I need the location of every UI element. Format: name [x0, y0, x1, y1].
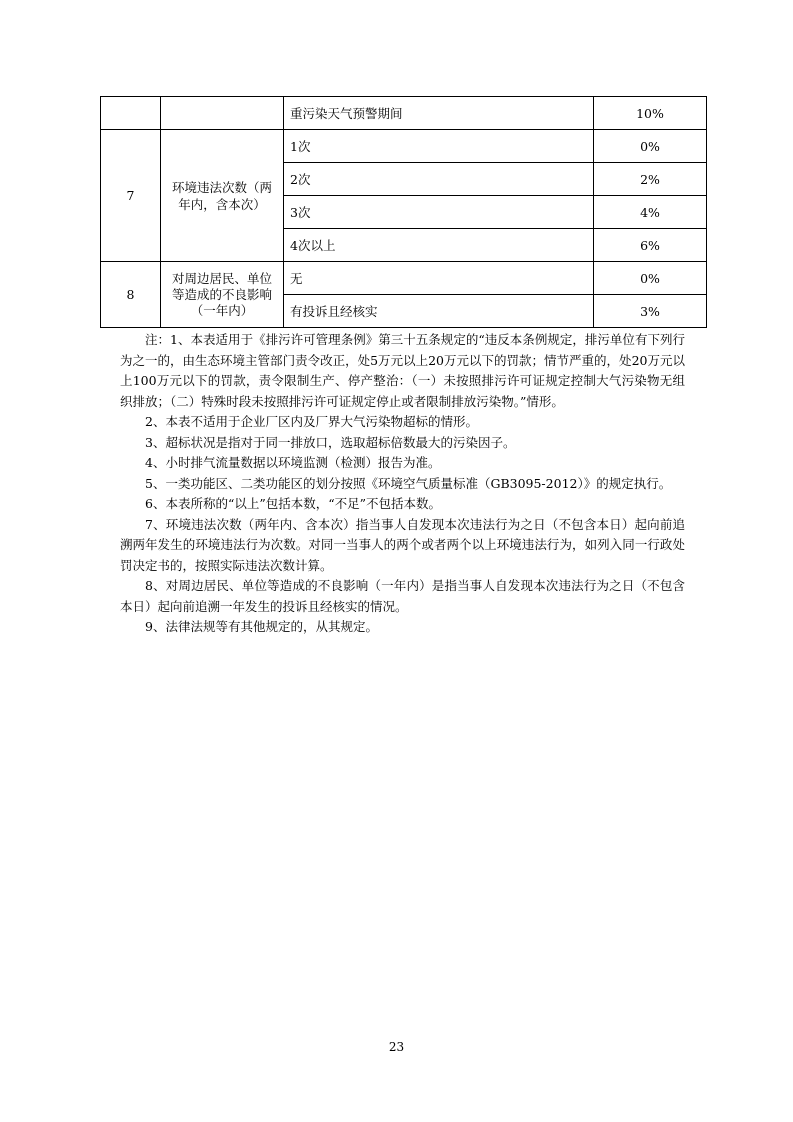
notes-section — [120, 330, 685, 638]
note-paragraph: 3、超标状况是指对于同一排放口，选取超标倍数最大的污染因子。 — [145, 434, 516, 450]
note-paragraph: 7、环境违法次数（两年内、含本次）指当事人自发现本次违法行为之日（不包含本日）起向前追溯两年发生的环境违法行为次数。对同一当事人的两个或者两个以上环境违法行为，如列入同一行政处罚决定书的，按照实际违法次数计算。 — [120, 516, 685, 573]
table-cell-rate: 3% — [594, 295, 707, 328]
table-cell-index: 7 — [101, 130, 161, 262]
note-paragraph: 注：1、本表适用于《排污许可管理条例》第三十五条规定的“违反本条例规定，排污单位有下列行为之一的，由生态环境主管部门责令改正，处5万元以上20万元以下的罚款；情节严重的，处20万元以上100万元以下的罚款，责令限制生产、停产整治：（一）未按照排污许可证规定控制大气污染物无组织排放；（二）特殊时段未按照排污许可证规定停止或者限制排放污染物。”情形。 — [120, 332, 685, 409]
table-cell-condition: 3次 — [284, 196, 594, 229]
table-cell-index — [101, 97, 161, 130]
table-cell-factor: 环境违法次数（两年内，含本次） — [161, 130, 284, 262]
table-cell-rate: 6% — [594, 229, 707, 262]
table-cell-condition: 4次以上 — [284, 229, 594, 262]
note-paragraph: 6、本表所称的“以上”包括本数，“不足”不包括本数。 — [145, 496, 442, 511]
table-row — [101, 97, 707, 130]
table-cell-rate: 10% — [594, 97, 707, 130]
table-cell-condition: 有投诉且经核实 — [284, 295, 594, 328]
note-paragraph: 2、本表不适用于企业厂区内及厂界大气污染物超标的情形。 — [145, 414, 478, 429]
table-cell-condition: 2次 — [284, 163, 594, 196]
table-cell-condition: 无 — [284, 262, 594, 295]
penalty-table — [100, 96, 707, 328]
note-paragraph: 9、法律法规等有其他规定的，从其规定。 — [145, 619, 378, 634]
note-paragraph: 4、小时排气流量数据以环境监测（检测）报告为准。 — [145, 455, 441, 470]
table-cell-rate: 0% — [594, 262, 707, 295]
table-cell-factor: 对周边居民、单位等造成的不良影响（一年内） — [161, 262, 284, 328]
table-cell-condition: 重污染天气预警期间 — [284, 97, 594, 130]
table-cell-rate: 0% — [594, 130, 707, 163]
table-cell-rate: 2% — [594, 163, 707, 196]
table-row — [101, 130, 707, 163]
note-paragraph: 5、一类功能区、二类功能区的划分按照《环境空气质量标准（GB3095-2012）》的规定执行。 — [145, 475, 672, 491]
page-number: 23 — [388, 1040, 405, 1054]
table-cell-rate: 4% — [594, 196, 707, 229]
table-cell-factor — [161, 97, 284, 130]
table-cell-condition: 1次 — [284, 130, 594, 163]
table-cell-index: 8 — [101, 262, 161, 328]
note-paragraph: 8、对周边居民、单位等造成的不良影响（一年内）是指当事人自发现本次违法行为之日（不包含本日）起向前追溯一年发生的投诉且经核实的情况。 — [120, 578, 685, 614]
table-row — [101, 262, 707, 295]
